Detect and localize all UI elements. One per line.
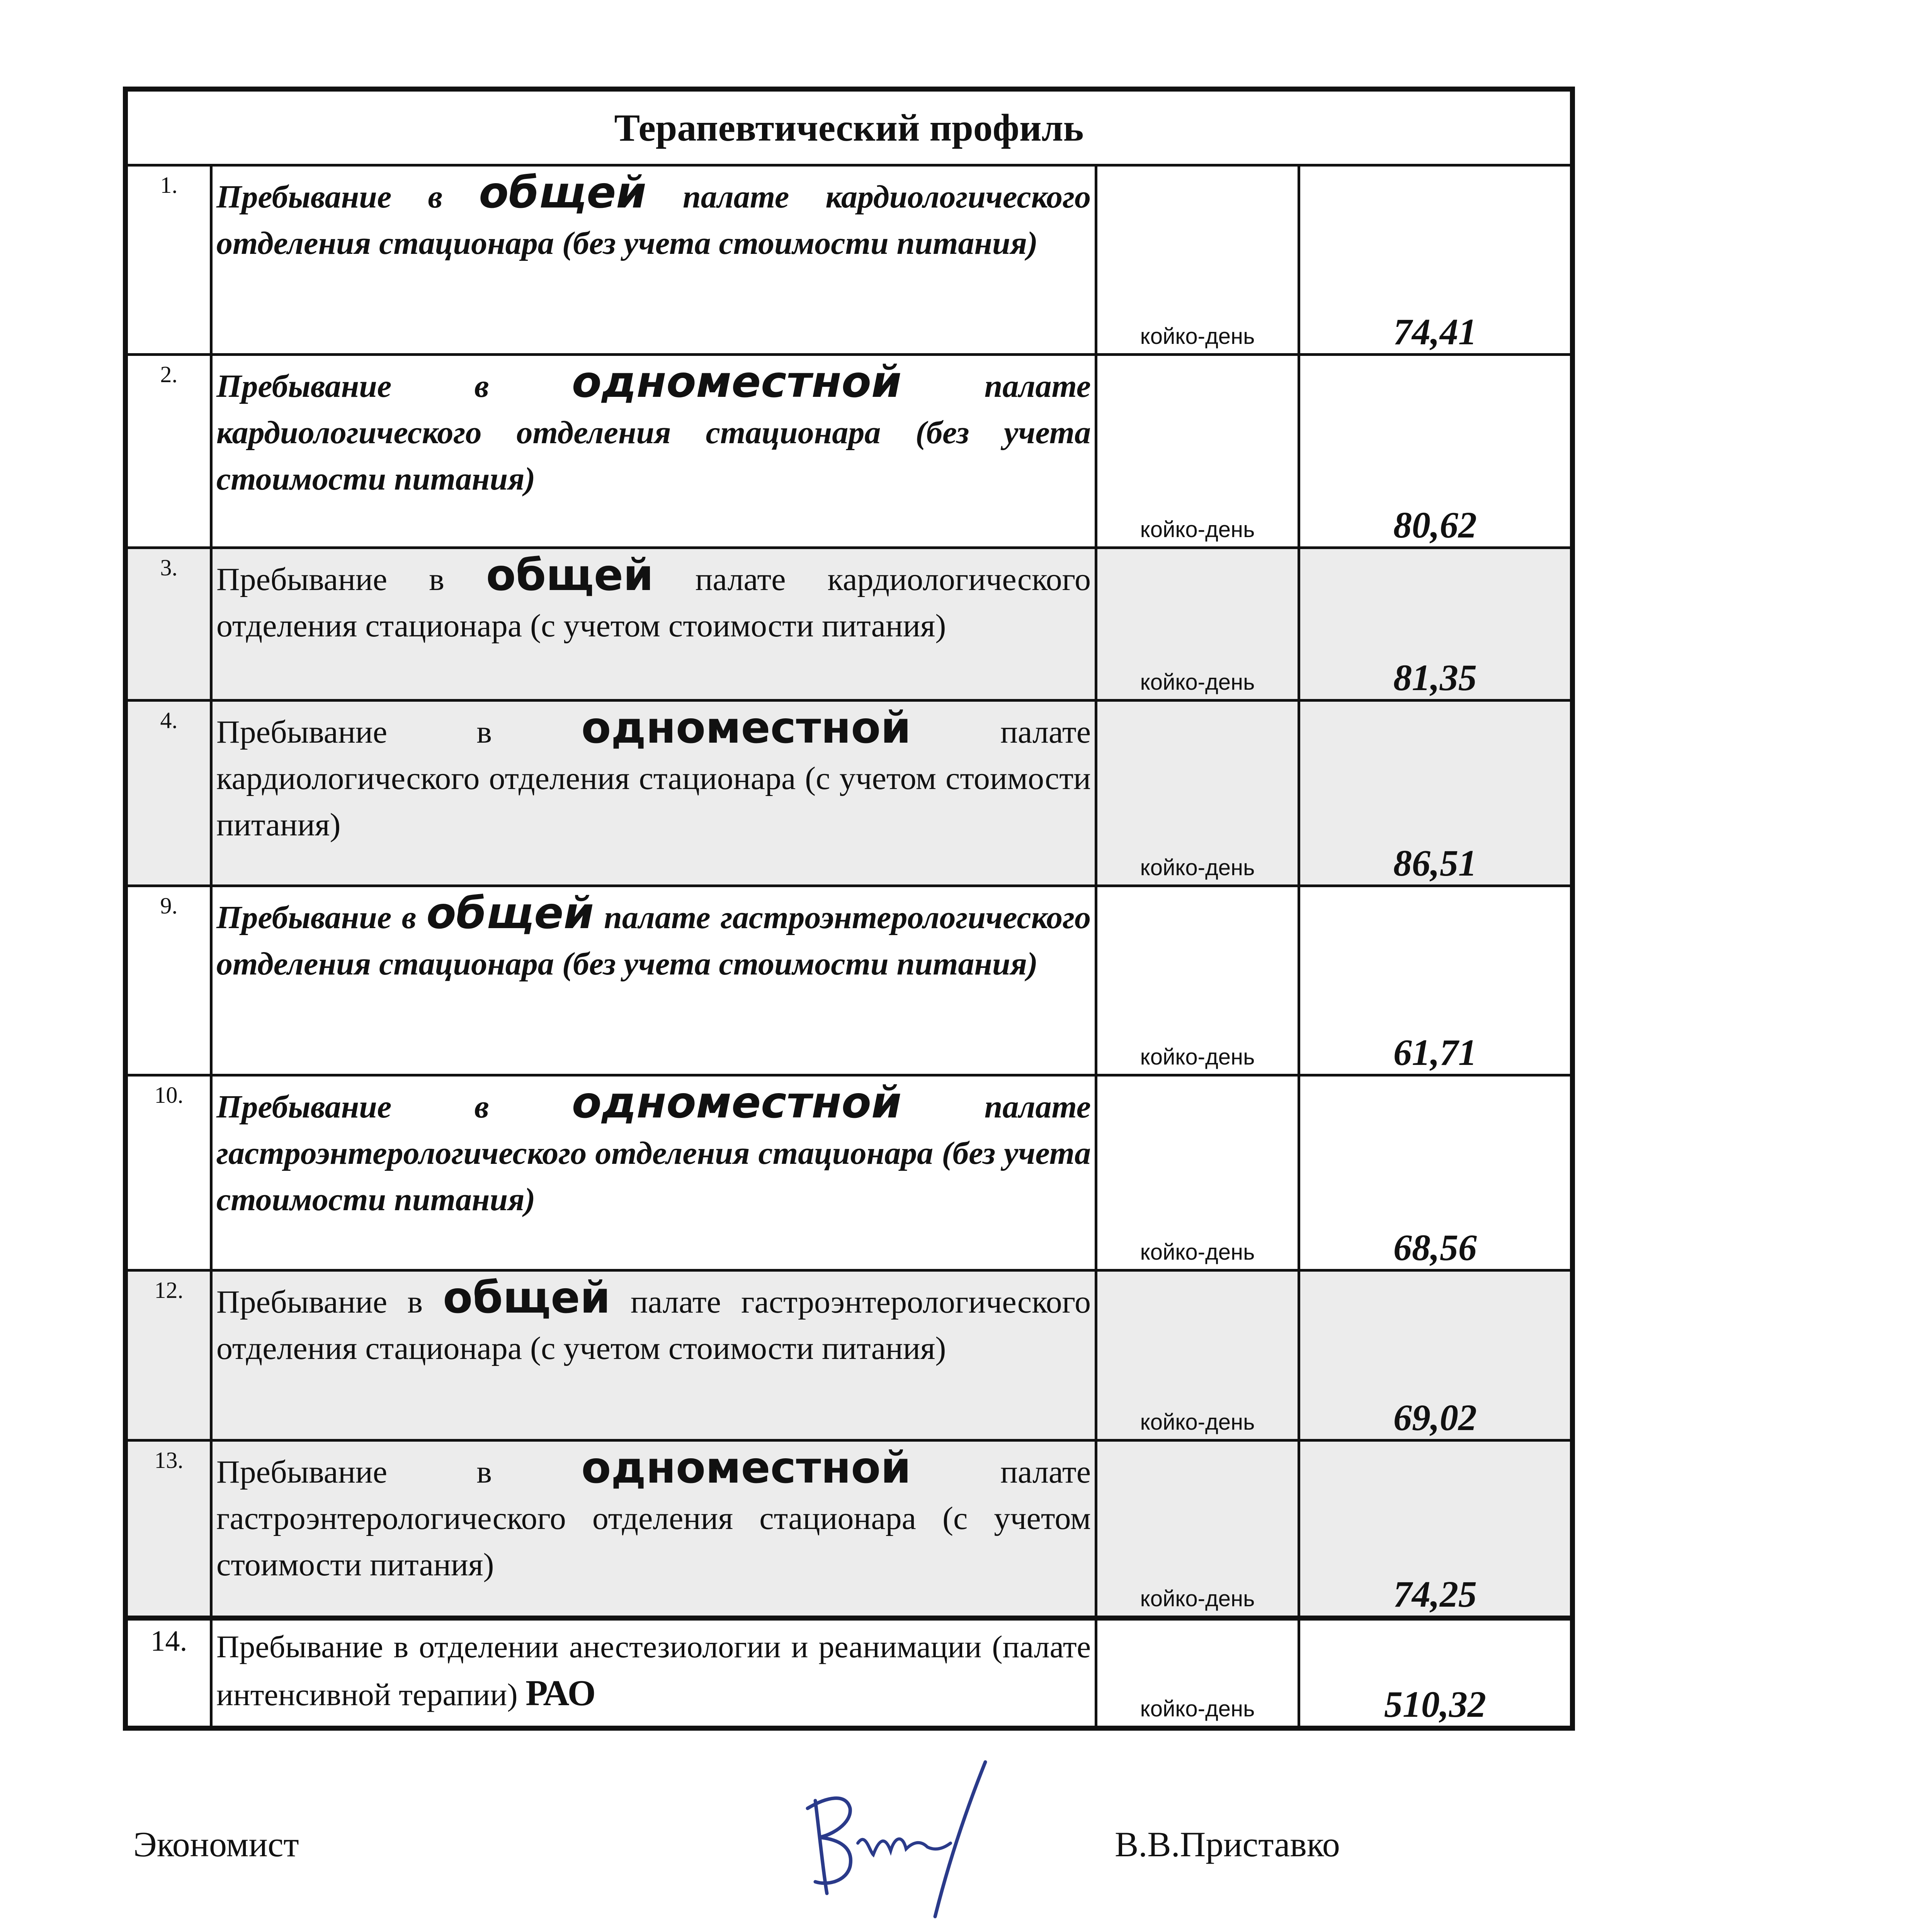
row-description: Пребывание в одноместной палате кардиологического отделения стационара (с учетом стоимости питания) — [211, 701, 1096, 886]
row-description: Пребывание в общей палате гастроэнтерологического отделения стационара (без учета стоимости питания) — [211, 886, 1096, 1075]
row-description: Пребывание в общей палате кардиологического отделения стационара (с учетом стоимости питания) — [211, 548, 1096, 701]
table-row — [126, 701, 1573, 886]
row-price: 74,41 — [1299, 165, 1573, 355]
row-description: Пребывание в общей палате кардиологического отделения стационара (без учета стоимости питания) — [211, 165, 1096, 355]
row-unit: койко-день — [1096, 165, 1299, 355]
row-unit: койко-день — [1096, 1270, 1299, 1440]
signer-title: Экономист — [133, 1825, 299, 1864]
row-price: 80,62 — [1299, 355, 1573, 548]
table-row — [126, 165, 1573, 355]
table-row — [126, 548, 1573, 701]
row-price: 86,51 — [1299, 701, 1573, 886]
row-description: Пребывание в отделении анестезиологии и реанимации (палате интенсивной терапии) РАО — [211, 1618, 1096, 1728]
handwritten-signature — [804, 1754, 1005, 1928]
row-number: 13. — [126, 1440, 211, 1618]
row-number: 9. — [126, 886, 211, 1075]
price-table — [123, 87, 1575, 1731]
row-number: 3. — [126, 548, 211, 701]
row-price: 510,32 — [1299, 1618, 1573, 1728]
row-number: 1. — [126, 165, 211, 355]
row-unit: койко-день — [1096, 548, 1299, 701]
row-description: Пребывание в одноместной палате кардиологического отделения стационара (без учета стоимости питания) — [211, 355, 1096, 548]
row-number: 14. — [126, 1618, 211, 1728]
signer-name: В.В.Приставко — [1115, 1825, 1340, 1864]
row-unit: койко-день — [1096, 886, 1299, 1075]
row-unit: койко-день — [1096, 701, 1299, 886]
row-price: 61,71 — [1299, 886, 1573, 1075]
table-row — [126, 886, 1573, 1075]
table-row — [126, 1618, 1573, 1728]
row-description: Пребывание в общей палате гастроэнтерологического отделения стационара (с учетом стоимости питания) — [211, 1270, 1096, 1440]
table-row — [126, 1440, 1573, 1618]
row-price: 74,25 — [1299, 1440, 1573, 1618]
row-number: 10. — [126, 1075, 211, 1270]
row-number: 12. — [126, 1270, 211, 1440]
row-unit: койко-день — [1096, 1618, 1299, 1728]
table-row — [126, 355, 1573, 548]
table-header: Терапевтический профиль — [126, 89, 1573, 165]
row-unit: койко-день — [1096, 355, 1299, 548]
row-price: 69,02 — [1299, 1270, 1573, 1440]
table-row — [126, 1270, 1573, 1440]
table-row — [126, 1075, 1573, 1270]
row-unit: койко-день — [1096, 1440, 1299, 1618]
row-number: 4. — [126, 701, 211, 886]
row-price: 68,56 — [1299, 1075, 1573, 1270]
row-description: Пребывание в одноместной палате гастроэнтерологического отделения стационара (с учетом стоимости питания) — [211, 1440, 1096, 1618]
row-price: 81,35 — [1299, 548, 1573, 701]
row-unit: койко-день — [1096, 1075, 1299, 1270]
row-description: Пребывание в одноместной палате гастроэнтерологического отделения стационара (без учета стоимости питания) — [211, 1075, 1096, 1270]
row-number: 2. — [126, 355, 211, 548]
